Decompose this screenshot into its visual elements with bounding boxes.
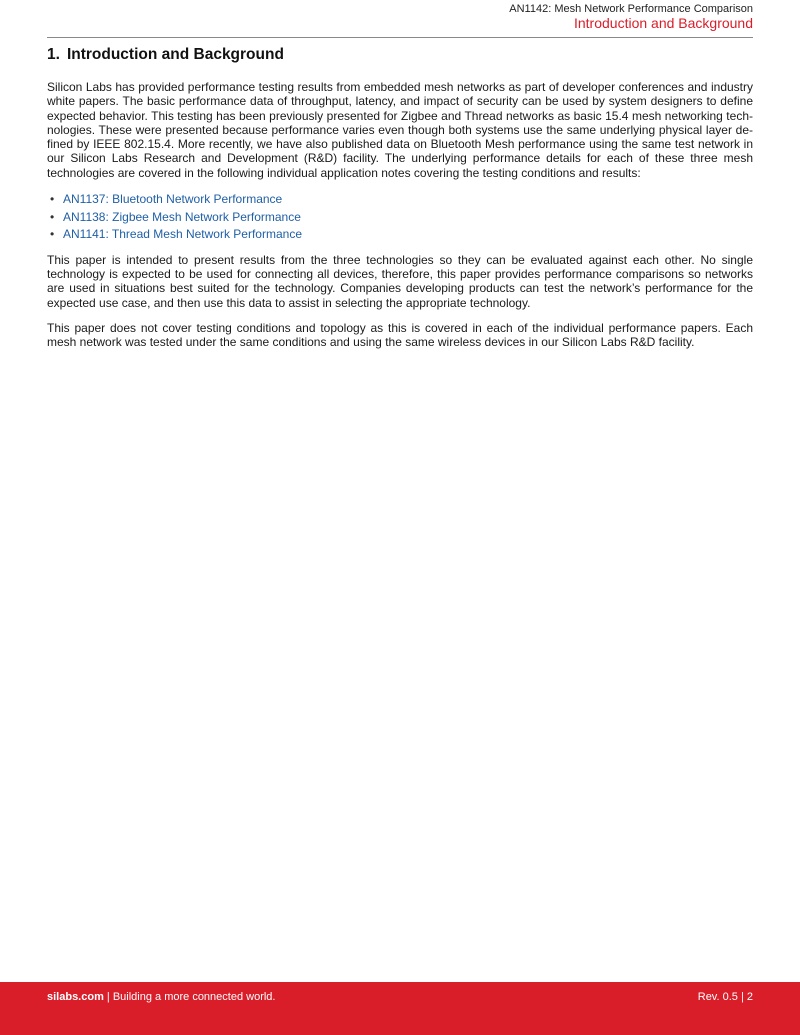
footer-brand [47,991,275,1003]
reference-item [47,226,753,244]
document-title: AN1142: Mesh Network Performance Comparison [509,3,753,15]
footer-site-link[interactable]: silabs.com [47,991,104,1003]
reference-item [47,191,753,209]
page-header [47,0,753,38]
bullet-icon: • [50,227,55,242]
page-content [47,44,753,361]
section-number: 1. [47,46,60,63]
footer-revision-page: Rev. 0.5 | 2 [697,991,753,1003]
footer-tagline: | Building a more connected world. [103,991,276,1003]
intro-paragraph: Silicon Labs has provided performance testing results from embedded mesh networks as part of developer conferences and industry white papers. The basic performance data of throughput, latency, and impact of security can be used by system designers to define expected behavior. This testing has been previously presented for Zigbee and Thread networks as basic 15.4 mesh networking technologies. These were presented because performance varies even though both systems use the same underlying physical layer defined by IEEE 802.15.4. More recently, we have also published data on Bluetooth Mesh performance using the same test network in our Silicon Labs Research and Development (R&D) facility. The underlying performance details for each of these three mesh technologies are covered in the following individual application notes covering the testing conditions and results: [47,80,753,180]
running-section-title: Introduction and Background [573,15,753,31]
page-footer [0,982,800,1035]
bullet-icon: • [50,209,55,224]
reference-link-an1138[interactable]: AN1138: Zigbee Mesh Network Performance [63,209,301,224]
section-title: Introduction and Background [66,46,284,63]
scope-paragraph: This paper does not cover testing conditions and topology as this is covered in each of the individual performance papers. Each mesh network was tested under the same conditions and using the same wireless devices in our Silicon Labs R&D facility. [47,321,753,350]
reference-link-an1141[interactable]: AN1141: Thread Mesh Network Performance [63,227,302,242]
reference-list [47,191,753,244]
purpose-paragraph: This paper is intended to present results from the three technologies so they can be evaluated against each other. No single technology is expected to be used for connecting all devices, therefore, this paper provides performance comparisons so networks are used in situations best suited for the technology. Companies developing products can test the network’s performance for the expected use case, and then use this data to assist in selecting the appropriate technology. [47,252,753,310]
reference-link-an1137[interactable]: AN1137: Bluetooth Network Performance [63,192,283,207]
section-heading [47,44,753,66]
bullet-icon: • [50,192,55,207]
reference-item [47,209,753,227]
